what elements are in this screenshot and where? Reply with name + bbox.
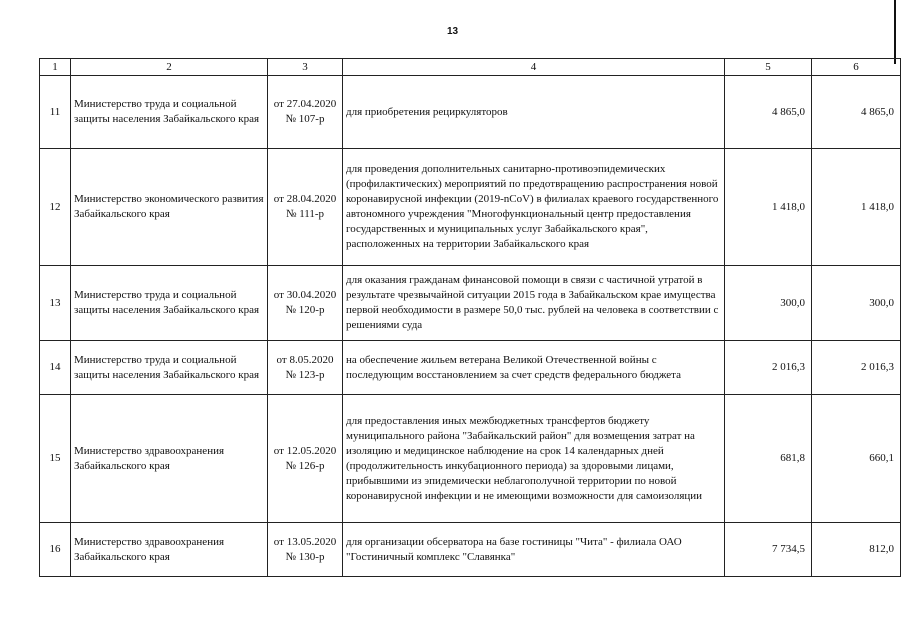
ministry-cell: Министерство здравоохранения Забайкальского края xyxy=(71,523,268,577)
row-number: 16 xyxy=(40,523,71,577)
amount-col-6: 2 016,3 xyxy=(812,341,901,395)
amount-col-6: 812,0 xyxy=(812,523,901,577)
amount-col-5: 4 865,0 xyxy=(725,76,812,149)
decree-cell xyxy=(268,341,343,395)
table-row xyxy=(40,149,901,266)
purpose-cell: для оказания гражданам финансовой помощи в связи с частичной утратой в результате чрезвычайной ситуации 2015 года в Забайкальском крае имущества первой необходимости в размере 50,0 тыс. рублей на человека в соответствии с решениями суда xyxy=(343,266,725,341)
decree-cell xyxy=(268,395,343,523)
header-col-4: 4 xyxy=(343,59,725,76)
row-number: 14 xyxy=(40,341,71,395)
header-col-1: 1 xyxy=(40,59,71,76)
page-number: 13 xyxy=(446,26,459,37)
amount-col-5: 7 734,5 xyxy=(725,523,812,577)
decree-cell xyxy=(268,76,343,149)
row-number: 15 xyxy=(40,395,71,523)
decree-number: № 107-р xyxy=(285,113,325,125)
decree-date: от 12.05.2020 xyxy=(273,444,337,457)
header-col-5: 5 xyxy=(725,59,812,76)
purpose-cell: для организации обсерватора на базе гостиницы "Чита" - филиала ОАО "Гостиничный комплекс "Славянка" xyxy=(343,523,725,577)
decree-number: № 126-р xyxy=(285,459,325,472)
decree-number: № 120-р xyxy=(285,304,325,316)
amount-col-6: 300,0 xyxy=(812,266,901,341)
decree-date: от 28.04.2020 xyxy=(273,193,337,205)
ministry-cell: Министерство труда и социальной защиты населения Забайкальского края xyxy=(71,76,268,149)
row-number: 11 xyxy=(40,76,71,149)
table-row xyxy=(40,76,901,149)
row-number: 12 xyxy=(40,149,71,266)
page-edge-line xyxy=(894,0,896,64)
decree-cell xyxy=(268,523,343,577)
ministry-cell: Министерство труда и социальной защиты населения Забайкальского края xyxy=(71,341,268,395)
purpose-cell: для проведения дополнительных санитарно-противоэпидемических (профилактических) мероприятий по предотвращению распространения новой коронавирусной инфекции (2019-nCoV) в филиалах краевого государственного автономного учреждения "Многофункциональный центр предоставления государственных и муниципальных услуг Забайкальского края", расположенных на территории Забайкальского края xyxy=(343,149,725,266)
decree-number: № 130-р xyxy=(285,550,325,563)
header-col-3: 3 xyxy=(268,59,343,76)
decree-date: от 27.04.2020 xyxy=(273,98,337,110)
decree-date: от 8.05.2020 xyxy=(276,353,334,366)
table-row xyxy=(40,395,901,523)
decree-cell xyxy=(268,149,343,266)
amount-col-6: 660,1 xyxy=(812,395,901,523)
decree-number: № 111-р xyxy=(285,208,325,220)
allocation-table xyxy=(39,58,901,577)
amount-col-5: 300,0 xyxy=(725,266,812,341)
purpose-cell: для предоставления иных межбюджетных трансфертов бюджету муниципального района "Забайкальский район" для возмещения затрат на изоляцию и медицинское наблюдение на срок 14 календарных дней (продолжительность инкубационного периода) за здоровыми лицами, прибывшими из эпидемически неблагополучной территории по новой коронавирусной инфекции и не имеющими возможности для самоизоляции xyxy=(343,395,725,523)
decree-cell xyxy=(268,266,343,341)
header-col-2: 2 xyxy=(71,59,268,76)
decree-date: от 30.04.2020 xyxy=(273,289,337,301)
amount-col-5: 1 418,0 xyxy=(725,149,812,266)
header-col-6: 6 xyxy=(812,59,901,76)
amount-col-6: 1 418,0 xyxy=(812,149,901,266)
ministry-cell: Министерство экономического развития Забайкальского края xyxy=(71,149,268,266)
amount-col-5: 2 016,3 xyxy=(725,341,812,395)
purpose-cell: для приобретения рециркуляторов xyxy=(343,76,725,149)
decree-date: от 13.05.2020 xyxy=(273,535,337,548)
table-row xyxy=(40,266,901,341)
amount-col-5: 681,8 xyxy=(725,395,812,523)
table-row xyxy=(40,523,901,577)
table-row xyxy=(40,341,901,395)
header-row xyxy=(40,59,901,76)
decree-number: № 123-р xyxy=(285,368,325,381)
ministry-cell: Министерство труда и социальной защиты населения Забайкальского края xyxy=(71,266,268,341)
ministry-cell: Министерство здравоохранения Забайкальского края xyxy=(71,395,268,523)
row-number: 13 xyxy=(40,266,71,341)
purpose-cell: на обеспечение жильем ветерана Великой Отечественной войны с последующим восстановлением за счет средств федерального бюджета xyxy=(343,341,725,395)
amount-col-6: 4 865,0 xyxy=(812,76,901,149)
